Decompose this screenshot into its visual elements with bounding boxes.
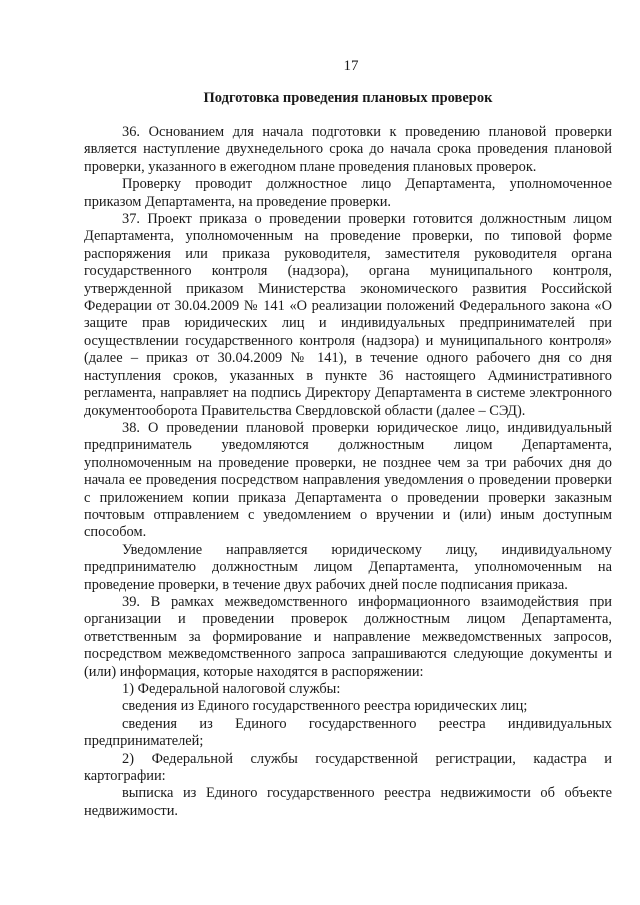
list-item-entrepreneurs-registry: сведения из Единого государственного реестра индивидуальных предпринимателей; bbox=[84, 715, 612, 750]
list-item-legal-entities-registry: сведения из Единого государственного реестра юридических лиц; bbox=[122, 698, 528, 715]
paragraph-inspector: Проверку проводит должностное лицо Департамента, уполномоченное приказом Департамента, на проведение проверки. bbox=[84, 176, 612, 210]
list-item-real-estate-extract: выписка из Единого государственного реестра недвижимости об объекте недвижимости. bbox=[84, 785, 612, 819]
section-heading: Подготовка проведения плановых проверок bbox=[203, 90, 493, 106]
page-number: 17 bbox=[343, 58, 359, 74]
list-item-rosreestr: 2) Федеральной службы государственной регистрации, кадастра и картографии: bbox=[84, 750, 612, 785]
paragraph-37: 37. Проект приказа о проведении проверки готовится должностным лицом Департамента, уполномоченным на проведение проверки, по типовой форме распоряжения или приказа руководителя, заместителя руководителя органа государственного контроля (надзора), органа муниципального контроля, утвержденной приказом Министерства экономического развития Российской Федерации от 30.04.2009 № 141 «О реализации положений Федерального закона «О защите прав юридических лиц и индивидуальных предпринимателей при осуществлении государственного контроля (надзора) и муниципального контроля» (далее – приказ от 30.04.2009 № 141), в течение одного рабочего дня со дня наступления сроков, указанных в пункте 36 настоящего Административного регламента, направляет на подпись Директору Департамента в системе электронного документооборота Правительства Свердловской области (далее – СЭД). bbox=[84, 211, 612, 419]
paragraph-39: 39. В рамках межведомственного информационного взаимодействия при организации и проведении проверок должностным лицом Департамента, ответственным за формирование и направление межведомственных запросов, посредством межведомственного запроса запрашиваются следующие документы и (или) информация, которые находятся в распоряжении: bbox=[84, 593, 612, 680]
document-page bbox=[84, 56, 612, 820]
list-item-tax-service: 1) Федеральной налоговой службы: bbox=[122, 681, 341, 697]
paragraph-36: 36. Основанием для начала подготовки к проведению плановой проверки является наступление двухнедельного срока до начала срока проведения плановой проверки, указанного в ежегодном плане проведения плановых проверок. bbox=[84, 124, 612, 175]
paragraph-notification: Уведомление направляется юридическому лицу, индивидуальному предпринимателю должностным лицом Департамента, уполномоченным на проведение проверки, в течение двух рабочих дней после подписания приказа. bbox=[84, 541, 612, 593]
paragraph-38: 38. О проведении плановой проверки юридическое лицо, индивидуальный предприниматель уведомляются должностным лицом Департамента, уполномоченным на проведение проверки, не позднее чем за три рабочих дня до начала ее проведения посредством направления уведомления о проведении проверки с приложением копии приказа Департамента о проведении проверки заказным почтовым отправлением с уведомлением о вручении и (или) иным доступным способом. bbox=[84, 419, 612, 541]
